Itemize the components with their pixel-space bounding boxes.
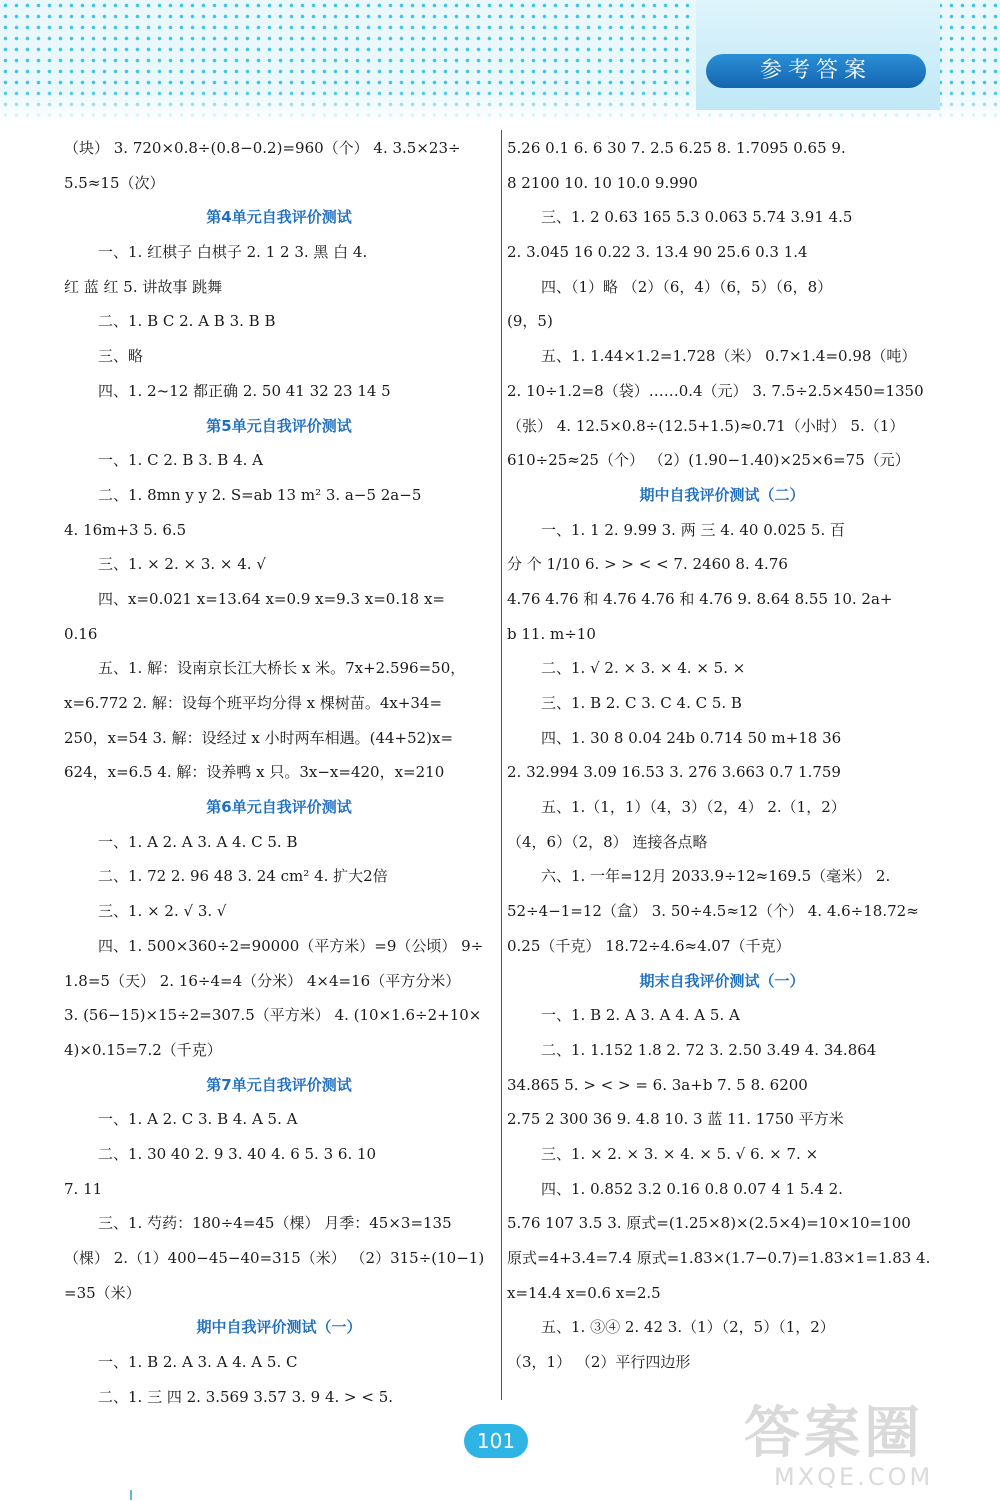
page-title: 参考答案 <box>706 54 926 88</box>
answer-line: 二、1. 30 40 2. 9 3. 40 4. 6 5. 3 6. 10 <box>98 1144 377 1163</box>
answer-line: 52÷4−1=12（盒） 3. 50÷4.5≈12（个） 4. 4.6÷18.72≈ <box>507 902 919 921</box>
answer-line: 五、1. ③④ 2. 42 3.（1）（2，5）（1，2） <box>541 1318 835 1337</box>
answer-line: 一、1. A 2. A 3. A 4. C 5. B <box>98 832 298 851</box>
answer-line: 三、1. × 2. × 3. × 4. √ <box>98 555 266 574</box>
answer-line: 2. 10÷1.2=8（袋）……0.4（元） 3. 7.5÷2.5×450=1350 <box>507 381 924 400</box>
answer-line: 4.76 4.76 和 4.76 4.76 和 4.76 9. 8.64 8.55 10. 2a+ <box>507 589 893 608</box>
answer-line: 一、1. B 2. A 3. A 4. A 5. A <box>541 1006 740 1025</box>
section-heading: 第6单元自我评价测试 <box>206 798 352 817</box>
answer-line: 250，x=54 3. 解：设经过 x 小时两车相遇。(44+52)x= <box>64 728 454 747</box>
answer-line: 五、1.（1，1）（4，3）（2，4） 2.（1，2） <box>541 798 846 817</box>
answer-line: 五、1. 解：设南京长江大桥长 x 米。7x+2.596=50， <box>98 659 466 678</box>
answer-line: 二、1. 8mn y y 2. S=ab 13 m² 3. a−5 2a−5 <box>98 485 422 504</box>
answer-line: 2. 3.045 16 0.22 3. 13.4 90 25.6 0.3 1.4 <box>507 243 808 262</box>
answer-line: 二、1. 72 2. 96 48 3. 24 cm² 4. 扩大2倍 <box>98 867 388 886</box>
answer-line: 四、1. 2~12 都正确 2. 50 41 32 23 14 5 <box>98 381 391 400</box>
answer-line: 一、1. B 2. A 3. A 4. A 5. C <box>98 1353 298 1372</box>
answer-line: 7. 11 <box>64 1179 103 1198</box>
answer-line: 四、（1）略 （2）（6，4）（6，5）（6，8） <box>541 277 833 296</box>
answer-line: 原式=4+3.4=7.4 原式=1.83×(1.7−0.7)=1.83×1=1.83 4. <box>507 1249 931 1267</box>
answer-line: 三、略 <box>98 347 144 366</box>
answer-line: 四、x=0.021 x=13.64 x=0.9 x=9.3 x=0.18 x= <box>98 589 445 608</box>
answer-line: （3，1） （2）平行四边形 <box>507 1353 691 1372</box>
answer-line: =35（米） <box>64 1283 141 1302</box>
column-divider <box>501 130 502 1400</box>
answer-line: 三、1. 芍药：180÷4=45（棵） 月季：45×3=135 <box>98 1214 452 1233</box>
watermark-logo <box>744 1401 984 1494</box>
answer-line: 624，x=6.5 4. 解：设养鸭 x 只。3x−x=420，x=210 <box>64 763 445 782</box>
answer-line: 一、1. 红棋子 白棋子 2. 1 2 3. 黑 白 4. <box>98 243 368 262</box>
section-heading: 第7单元自我评价测试 <box>206 1075 352 1094</box>
watermark-url: MXQE.COM <box>774 1463 934 1491</box>
answer-line: 1.8=5（天） 2. 16÷4=4（分米） 4×4=16（平方分米） <box>64 971 461 990</box>
answer-line: 8 2100 10. 10 10.0 9.990 <box>507 173 698 192</box>
section-heading: 期末自我评价测试（一） <box>639 971 805 990</box>
answer-line: 三、1. B 2. C 3. C 4. C 5. B <box>541 694 742 712</box>
section-heading: 第5单元自我评价测试 <box>206 416 352 435</box>
answer-line: 二、1. 1.152 1.8 2. 72 3. 2.50 3.49 4. 34.864 <box>541 1040 877 1059</box>
edge-mark <box>130 1490 132 1500</box>
answer-line: 一、1. A 2. C 3. B 4. A 5. A <box>98 1110 298 1129</box>
answer-line: 四、1. 500×360÷2=90000（平方米）=9（公顷） 9÷ <box>98 936 484 955</box>
answer-line: 分 个 1/10 6. > > < < 7. 2460 8. 4.76 <box>507 555 788 574</box>
answer-line: 5.5≈15（次） <box>64 173 165 192</box>
answer-line: b 11. m÷10 <box>507 624 596 643</box>
answer-line: (9，5) <box>507 312 553 331</box>
answer-line: 一、1. 1 2. 9.99 3. 两 三 4. 40 0.025 5. 百 <box>541 520 845 539</box>
section-heading: 期中自我评价测试（二） <box>639 485 805 504</box>
right-column <box>507 131 937 1380</box>
answer-line: 四、1. 30 8 0.04 24b 0.714 50 m+18 36 <box>541 728 842 747</box>
answer-line: 2. 32.994 3.09 16.53 3. 276 3.663 0.7 1.759 <box>507 763 841 782</box>
answer-line: 五、1. 1.44×1.2=1.728（米） 0.7×1.4=0.98（吨） <box>541 347 917 366</box>
left-column <box>64 131 494 1414</box>
answer-line: （棵） 2.（1）400−45−40=315（米） （2）315÷(10−1) <box>64 1249 485 1267</box>
answer-line: 610÷25≈25（个） （2）(1.90−1.40)×25×6=75（元） <box>507 451 910 470</box>
answer-line: 5.26 0.1 6. 6 30 7. 2.5 6.25 8. 1.7095 0.65 9. <box>507 139 846 157</box>
answer-line: 二、1. √ 2. × 3. × 4. × 5. × <box>541 659 746 678</box>
answer-line: 三、1. × 2. √ 3. √ <box>98 902 227 921</box>
answer-line: 一、1. C 2. B 3. B 4. A <box>98 451 263 470</box>
answer-line: 0.16 <box>64 624 98 643</box>
watermark-text: 答案圈 <box>744 1401 924 1466</box>
answer-line: 三、1. 2 0.63 165 5.3 0.063 5.74 3.91 4.5 <box>541 208 853 227</box>
answer-line: 3. (56−15)×15÷2=307.5（平方米） 4. (10×1.6÷2+10× <box>64 1006 482 1025</box>
answer-line: x=14.4 x=0.6 x=2.5 <box>507 1283 661 1302</box>
answer-line: （块） 3. 720×0.8÷(0.8−0.2)=960（个） 4. 3.5×23÷ <box>64 139 461 157</box>
answer-line: 2.75 2 300 36 9. 4.8 10. 3 蓝 11. 1750 平方米 <box>507 1110 844 1129</box>
answer-line: 34.865 5. > < > = 6. 3a+b 7. 5 8. 6200 <box>507 1075 808 1094</box>
answer-line: 四、1. 0.852 3.2 0.16 0.8 0.07 4 1 5.4 2. <box>541 1179 843 1198</box>
answer-line: 二、1. 三 四 2. 3.569 3.57 3. 9 4. > < 5. <box>98 1387 394 1406</box>
answer-line: （4，6）（2，8） 连接各点略 <box>507 832 708 851</box>
answer-line: 4)×0.15=7.2（千克） <box>64 1040 222 1059</box>
answer-line: 红 蓝 红 5. 讲故事 跳舞 <box>64 277 223 296</box>
answer-line: 0.25（千克） 18.72÷4.6≈4.07（千克） <box>507 936 791 955</box>
answer-line: 5.76 107 3.5 3. 原式=(1.25×8)×(2.5×4)=10×10=100 <box>507 1214 911 1233</box>
answer-line: 六、1. 一年=12月 2033.9÷12≈169.5（毫米） 2. <box>541 867 891 886</box>
page-number: 101 <box>464 1424 528 1458</box>
answer-line: （张） 4. 12.5×0.8÷(12.5+1.5)≈0.71（小时） 5.（1） <box>507 416 905 435</box>
section-heading: 期中自我评价测试（一） <box>196 1318 362 1337</box>
section-heading: 第4单元自我评价测试 <box>206 208 352 227</box>
answer-line: 二、1. B C 2. A B 3. B B <box>98 312 276 331</box>
answer-line: 4. 16m+3 5. 6.5 <box>64 520 187 539</box>
answer-line: x=6.772 2. 解：设每个班平均分得 x 棵树苗。4x+34= <box>64 694 443 712</box>
answer-line: 三、1. × 2. × 3. × 4. × 5. √ 6. × 7. × <box>541 1144 819 1163</box>
